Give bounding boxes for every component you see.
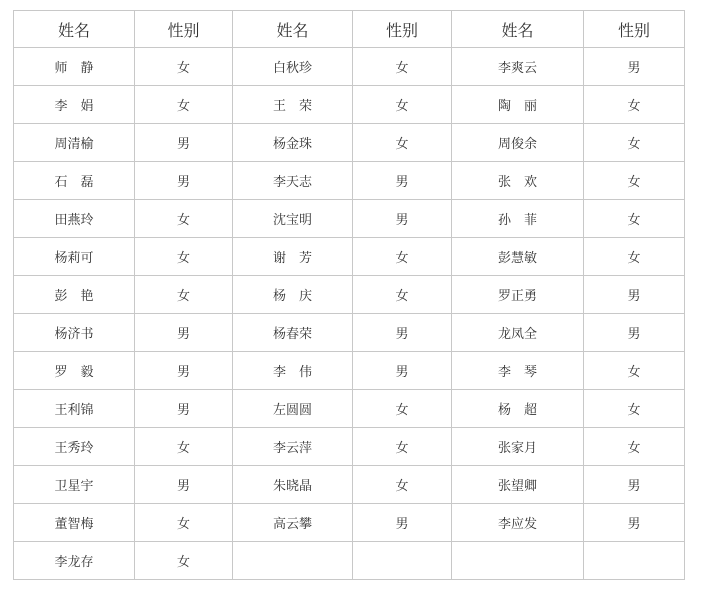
name-cell: 董智梅 xyxy=(14,504,135,542)
name-cell: 田燕玲 xyxy=(14,200,135,238)
name-cell: 李 娟 xyxy=(14,86,135,124)
roster-body xyxy=(14,48,685,580)
name-cell: 杨济书 xyxy=(14,314,135,352)
name-cell: 石 磊 xyxy=(14,162,135,200)
gender-cell: 女 xyxy=(353,86,452,124)
name-cell: 孙 菲 xyxy=(452,200,584,238)
name-cell: 李应发 xyxy=(452,504,584,542)
header-name-3: 姓名 xyxy=(452,11,584,48)
gender-cell: 男 xyxy=(584,466,685,504)
name-cell: 罗正勇 xyxy=(452,276,584,314)
gender-cell: 女 xyxy=(584,162,685,200)
gender-cell: 女 xyxy=(353,238,452,276)
name-cell: 罗 毅 xyxy=(14,352,135,390)
gender-cell: 男 xyxy=(353,314,452,352)
gender-cell: 男 xyxy=(135,314,233,352)
gender-cell: 男 xyxy=(135,162,233,200)
name-cell: 张家月 xyxy=(452,428,584,466)
name-cell: 沈宝明 xyxy=(233,200,353,238)
header-gender-2: 性别 xyxy=(353,11,452,48)
header-row xyxy=(14,11,685,48)
gender-cell: 男 xyxy=(584,504,685,542)
name-cell: 李爽云 xyxy=(452,48,584,86)
header-name-1: 姓名 xyxy=(14,11,135,48)
gender-cell: 女 xyxy=(135,86,233,124)
name-cell xyxy=(452,542,584,580)
gender-cell: 女 xyxy=(584,352,685,390)
table-row xyxy=(14,238,685,276)
table-row xyxy=(14,48,685,86)
gender-cell: 男 xyxy=(135,352,233,390)
name-cell: 王秀玲 xyxy=(14,428,135,466)
name-cell: 张望卿 xyxy=(452,466,584,504)
table-row xyxy=(14,86,685,124)
table-row xyxy=(14,124,685,162)
gender-cell: 男 xyxy=(353,200,452,238)
roster-table-container xyxy=(13,10,685,580)
gender-cell: 男 xyxy=(135,390,233,428)
name-cell: 周俊余 xyxy=(452,124,584,162)
gender-cell: 女 xyxy=(584,124,685,162)
roster-table xyxy=(13,10,685,580)
table-row xyxy=(14,314,685,352)
gender-cell: 男 xyxy=(135,466,233,504)
name-cell: 彭 艳 xyxy=(14,276,135,314)
table-row xyxy=(14,390,685,428)
gender-cell: 女 xyxy=(584,200,685,238)
gender-cell: 女 xyxy=(135,542,233,580)
table-row xyxy=(14,352,685,390)
table-row xyxy=(14,162,685,200)
table-row xyxy=(14,428,685,466)
name-cell: 周清榆 xyxy=(14,124,135,162)
gender-cell: 男 xyxy=(584,276,685,314)
name-cell: 杨 庆 xyxy=(233,276,353,314)
table-row xyxy=(14,466,685,504)
gender-cell: 女 xyxy=(584,238,685,276)
name-cell: 朱晓晶 xyxy=(233,466,353,504)
name-cell: 李 伟 xyxy=(233,352,353,390)
gender-cell: 女 xyxy=(135,428,233,466)
name-cell: 杨金珠 xyxy=(233,124,353,162)
gender-cell: 女 xyxy=(353,390,452,428)
name-cell: 师 静 xyxy=(14,48,135,86)
name-cell: 高云攀 xyxy=(233,504,353,542)
gender-cell: 男 xyxy=(353,504,452,542)
gender-cell: 男 xyxy=(353,352,452,390)
name-cell: 龙凤全 xyxy=(452,314,584,352)
header-name-2: 姓名 xyxy=(233,11,353,48)
name-cell xyxy=(233,542,353,580)
gender-cell: 男 xyxy=(353,162,452,200)
header-gender-1: 性别 xyxy=(135,11,233,48)
table-row xyxy=(14,276,685,314)
header-gender-3: 性别 xyxy=(584,11,685,48)
gender-cell: 女 xyxy=(353,428,452,466)
table-row xyxy=(14,504,685,542)
name-cell: 白秋珍 xyxy=(233,48,353,86)
name-cell: 张 欢 xyxy=(452,162,584,200)
gender-cell: 男 xyxy=(584,314,685,352)
name-cell: 李 琴 xyxy=(452,352,584,390)
gender-cell: 男 xyxy=(135,124,233,162)
gender-cell: 女 xyxy=(135,238,233,276)
gender-cell: 女 xyxy=(584,86,685,124)
gender-cell: 女 xyxy=(584,428,685,466)
name-cell: 王利锦 xyxy=(14,390,135,428)
name-cell: 卫星宇 xyxy=(14,466,135,504)
name-cell: 杨春荣 xyxy=(233,314,353,352)
name-cell: 李云萍 xyxy=(233,428,353,466)
gender-cell xyxy=(353,542,452,580)
name-cell: 王 荣 xyxy=(233,86,353,124)
name-cell: 左圆圆 xyxy=(233,390,353,428)
gender-cell: 女 xyxy=(353,276,452,314)
name-cell: 彭慧敏 xyxy=(452,238,584,276)
gender-cell: 男 xyxy=(584,48,685,86)
gender-cell: 女 xyxy=(135,200,233,238)
gender-cell: 女 xyxy=(353,466,452,504)
gender-cell: 女 xyxy=(353,124,452,162)
gender-cell xyxy=(584,542,685,580)
name-cell: 李天志 xyxy=(233,162,353,200)
name-cell: 杨莉可 xyxy=(14,238,135,276)
gender-cell: 女 xyxy=(135,48,233,86)
name-cell: 谢 芳 xyxy=(233,238,353,276)
table-row xyxy=(14,200,685,238)
gender-cell: 女 xyxy=(135,276,233,314)
name-cell: 杨 超 xyxy=(452,390,584,428)
gender-cell: 女 xyxy=(584,390,685,428)
name-cell: 李龙存 xyxy=(14,542,135,580)
table-row xyxy=(14,542,685,580)
gender-cell: 女 xyxy=(135,504,233,542)
gender-cell: 女 xyxy=(353,48,452,86)
name-cell: 陶 丽 xyxy=(452,86,584,124)
